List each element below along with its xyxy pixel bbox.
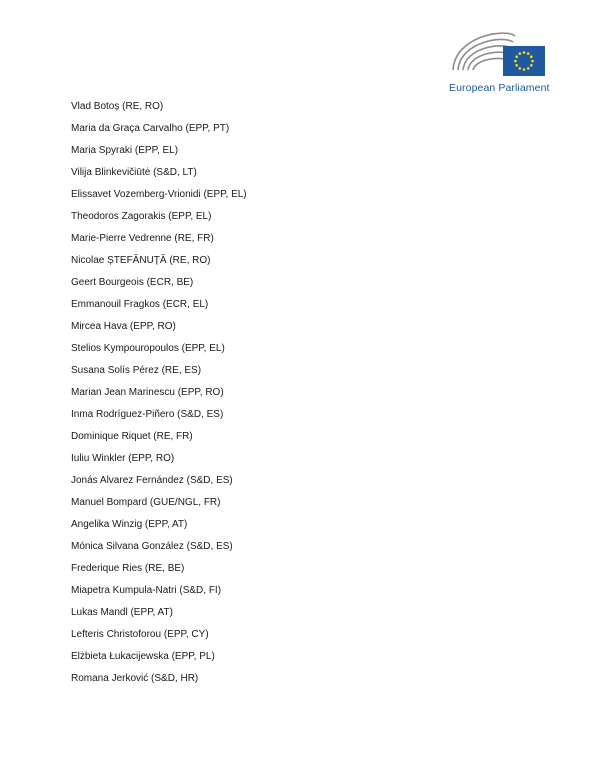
list-item: Emmanouil Fragkos (ECR, EL) [71, 299, 209, 310]
parliament-hemicycle-eu-flag-icon [447, 26, 547, 80]
list-item: Maria Spyraki (EPP, EL) [71, 145, 179, 156]
list-item: Maria da Graça Carvalho (EPP, PT) [71, 123, 230, 134]
list-item: Lukas Mandl (EPP, AT) [71, 607, 173, 618]
list-item: Elissavet Vozemberg-Vrionidi (EPP, EL) [71, 189, 247, 200]
list-item: Iuliu Winkler (EPP, RO) [71, 453, 175, 464]
list-item: Geert Bourgeois (ECR, BE) [71, 277, 194, 288]
member-list [71, 100, 247, 694]
list-item: Frederique Ries (RE, BE) [71, 563, 185, 574]
list-item: Dominique Riquet (RE, FR) [71, 431, 193, 442]
list-item: Theodoros Zagorakis (EPP, EL) [71, 211, 212, 222]
list-item: Inma Rodríguez-Piñero (S&D, ES) [71, 409, 224, 420]
european-parliament-logo [447, 26, 550, 96]
list-item: Marie-Pierre Vedrenne (RE, FR) [71, 233, 214, 244]
list-item: Mónica Silvana González (S&D, ES) [71, 541, 233, 552]
list-item: Miapetra Kumpula-Natri (S&D, FI) [71, 585, 222, 596]
list-item: Vlad Botoș (RE, RO) [71, 101, 164, 112]
list-item: Nicolae ȘTEFĂNUȚĂ (RE, RO) [71, 255, 211, 266]
list-item: Vilija Blinkevičiūtė (S&D, LT) [71, 167, 197, 178]
list-item: Lefteris Christoforou (EPP, CY) [71, 629, 209, 640]
list-item: Angelika Winzig (EPP, AT) [71, 519, 188, 530]
list-item: Jonás Alvarez Fernández (S&D, ES) [71, 475, 233, 486]
list-item: Susana Solís Pérez (RE, ES) [71, 365, 202, 376]
list-item: Marian Jean Marinescu (EPP, RO) [71, 387, 224, 398]
list-item: Elżbieta Łukacijewska (EPP, PL) [71, 651, 215, 662]
list-item: Stelios Kympouropoulos (EPP, EL) [71, 343, 225, 354]
list-item: Manuel Bompard (GUE/NGL, FR) [71, 497, 221, 508]
list-item: Mircea Hava (EPP, RO) [71, 321, 176, 332]
logo-wordmark: European Parliament [449, 82, 550, 94]
list-item: Romana Jerković (S&D, HR) [71, 673, 199, 684]
